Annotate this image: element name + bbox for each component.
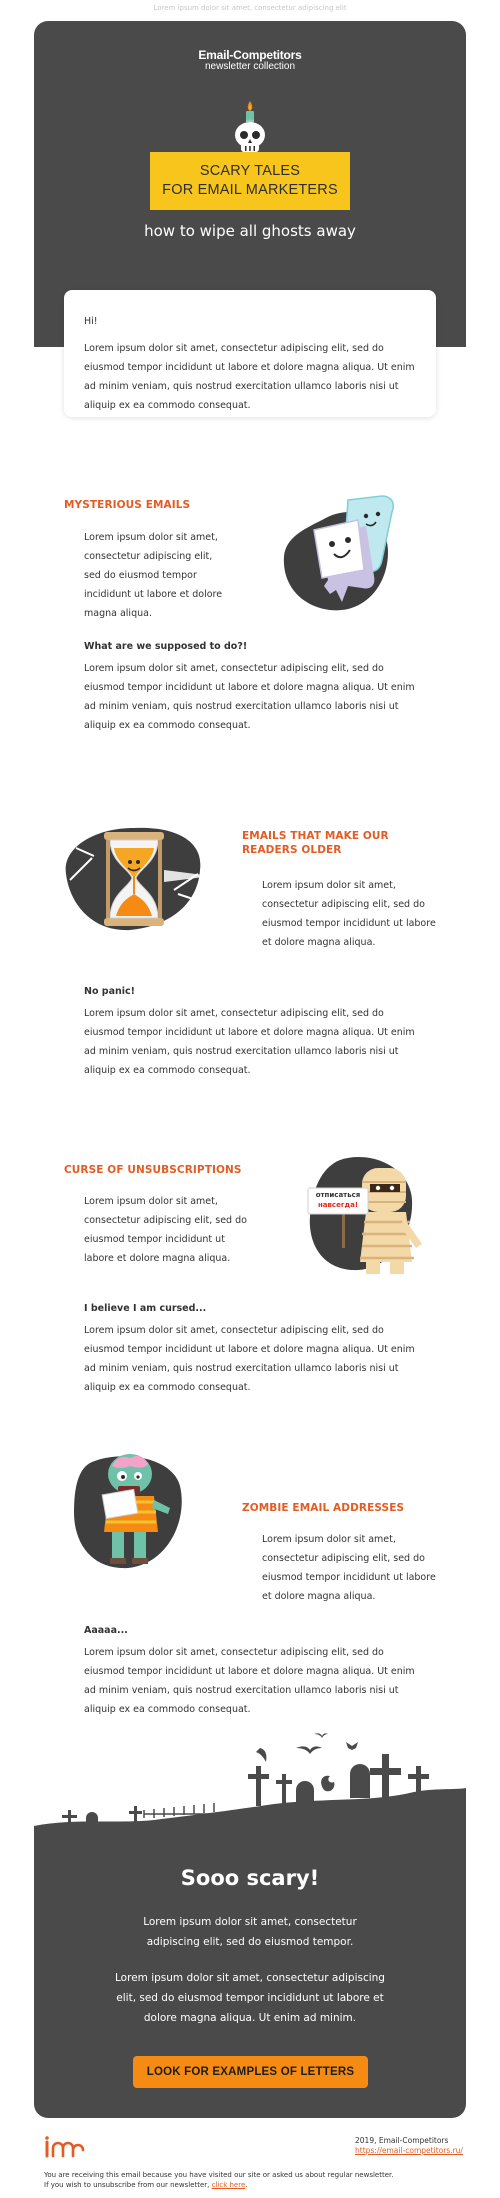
sign-line-1: отписаться [315,1191,361,1199]
intro-text: Lorem ipsum dolor sit amet, consectetur adipiscing elit, sed do eiusmod tempor incididunt ut labore et dolore magna aliqua. Ut enim ad minim veniam, quis nostrud exercitation ullamco laboris nisi ut aliquip ex ea commodo consequat. [84,343,415,411]
section-short-text: Lorem ipsum dolor sit amet, consectetur adipiscing elit, sed do eiusmod tempor incididunt ut labore et dolore magna aliqua. [84,532,223,619]
footer-text-1: Lorem ipsum dolor sit amet, consectetur adipiscing elit, sed do eiusmod tempor. [143,1916,357,1948]
brand-logo-text[interactable] [34,49,466,72]
hourglass-illustration [54,818,214,942]
newsletter-title [150,152,350,210]
unsubscribe-link[interactable]: click here [211,2181,246,2189]
skull-candle-icon [230,99,270,155]
section-short-text: Lorem ipsum dolor sit amet, consectetur adipiscing elit, sed do eiusmod tempor incididunt ut labore et dolore magna aliqua. [84,1196,247,1264]
title-line-2: FOR EMAIL MARKETERS [162,182,338,198]
section-title-unsubscriptions: CURSE OF UNSUBSCRIPTIONS [64,1164,242,1176]
preheader-text: Lorem ipsum dolor sit amet, consectetur adipiscing elit [153,4,347,12]
section-title-mysterious: MYSTERIOUS EMAILS [64,499,191,511]
unsubscribe-prompt: If you wish to unsubscribe from our newsletter, [44,2181,210,2189]
section-body-text: Lorem ipsum dolor sit amet, consectetur adipiscing elit, sed do eiusmod tempor incididunt ut labore et dolore magna aliqua. Ut enim ad minim veniam, quis nostrud exercitation ullamco laboris nisi ut aliquip ex ea commodo consequat. [84,1008,415,1076]
mummy-illustration [300,1152,430,1280]
greeting: Hi! [84,316,98,327]
zombie-illustration [68,1446,200,1576]
section-question: I believe I am cursed... [84,1303,207,1314]
unsubscribe-end: . [245,2181,248,2189]
section-question: What are we supposed to do?! [84,641,248,652]
look-examples-button[interactable]: LOOK FOR EXAMPLES OF LETTERS [133,2056,368,2088]
section-question: Aaaaa... [84,1625,128,1636]
title-line-1: SCARY TALES [199,163,301,179]
section-title-older: EMAILS THAT MAKE OUR READERS OLDER [242,830,389,856]
newsletter-subtitle: how to wipe all ghosts away [144,222,356,240]
copyright-text: 2019, Email-Competitors [355,2136,449,2145]
intro-card [64,290,436,417]
copyright-block [355,2136,463,2156]
brand-logo-icon[interactable] [44,2136,86,2158]
sign-line-2: навсегда! [317,1200,359,1209]
section-short-text: Lorem ipsum dolor sit amet, consectetur adipiscing elit, sed do eiusmod tempor incididunt ut labore et dolore magna aliqua. [262,1534,436,1602]
ghost-letters-illustration [278,490,402,620]
footer-text-2: Lorem ipsum dolor sit amet, consectetur adipiscing elit, sed do eiusmod tempor incididunt ut labore et dolore magna aliqua. Ut enim ad minim. [115,1972,385,2024]
mummy-sign [308,1191,368,1210]
site-link[interactable]: https://email-competitors.ru/ [355,2146,463,2155]
section-body-text: Lorem ipsum dolor sit amet, consectetur adipiscing elit, sed do eiusmod tempor incididunt ut labore et dolore magna aliqua. Ut enim ad minim veniam, quis nostrud exercitation ullamco laboris nisi ut aliquip ex ea commodo consequat. [84,1325,415,1393]
section-body-text: Lorem ipsum dolor sit amet, consectetur adipiscing elit, sed do eiusmod tempor incididunt ut labore et dolore magna aliqua. Ut enim ad minim veniam, quis nostrud exercitation ullamco laboris nisi ut aliquip ex ea commodo consequat. [84,663,415,731]
brand-name: Email-Competitors [198,48,302,62]
section-short-text: Lorem ipsum dolor sit amet, consectetur adipiscing elit, sed do eiusmod tempor incididunt ut labore et dolore magna aliqua. [262,880,436,948]
footer-heading: Sooo scary! [180,1866,320,1890]
unsubscribe-reason: You are receiving this email because you have visited our site or asked us about regular newsletter. [44,2171,394,2179]
brand-tagline: newsletter collection [204,61,296,72]
unsubscribe-block [44,2170,393,2190]
unsubscribe-line [44,2180,393,2190]
graveyard-silhouette-illustration [34,1730,466,1858]
section-question: No panic! [84,986,135,997]
section-body-text: Lorem ipsum dolor sit amet, consectetur adipiscing elit, sed do eiusmod tempor incididunt ut labore et dolore magna aliqua. Ut enim ad minim veniam, quis nostrud exercitation ullamco laboris nisi ut aliquip ex ea commodo consequat. [84,1647,415,1715]
section-title-zombie: ZOMBIE EMAIL ADDRESSES [242,1502,405,1514]
